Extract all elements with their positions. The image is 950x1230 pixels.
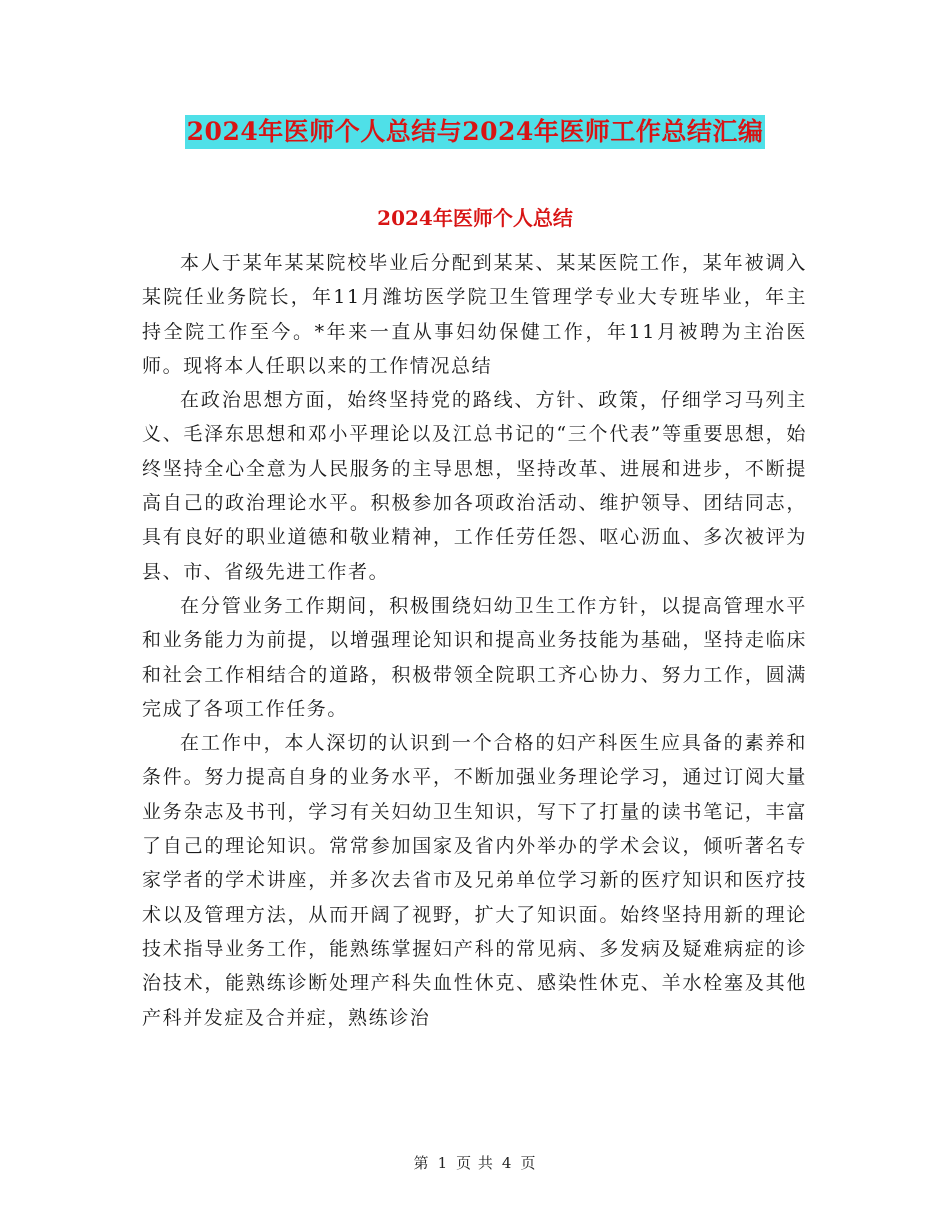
- paragraph: 在分管业务工作期间，积极围绕妇幼卫生工作方针，以提高管理水平和业务能力为前提，以增强理论知识和提高业务技能为基础，坚持走临床和社会工作相结合的道路，积极带领全院职工齐心协力、努力工作，圆满完成了各项工作任务。: [142, 594, 807, 720]
- document-title: [0, 112, 950, 149]
- page-number: 1: [437, 1154, 449, 1172]
- footer-prefix: 第: [413, 1154, 430, 1172]
- document-title-text: 2024年医师个人总结与2024年医师工作总结汇编: [185, 115, 766, 149]
- paragraph: 本人于某年某某院校毕业后分配到某某、某某医院工作，某年被调入某院任业务院长，年11月潍坊医学院卫生管理学专业大专班毕业，年主持全院工作至今。*年来一直从事妇幼保健工作，年11月被聘为主治医师。现将本人任职以来的工作情况总结: [142, 252, 807, 377]
- paragraph: 在工作中，本人深切的认识到一个合格的妇产科医生应具备的素养和条件。努力提高自身的业务水平，不断加强业务理论学习，通过订阅大量业务杂志及书刊，学习有关妇幼卫生知识，写下了打量的读书笔记，丰富了自己的理论知识。常常参加国家及省内外举办的学术会议，倾听著名专家学者的学术讲座，并多次去省市及兄弟单位学习新的医疗知识和医疗技术以及管理方法，从而开阔了视野，扩大了知识面。始终坚持用新的理论技术指导业务工作，能熟练掌握妇产科的常见病、多发病及疑难病症的诊治技术，能熟练诊断处理产科失血性休克、感染性休克、羊水栓塞及其他产科并发症及合并症，熟练诊治: [142, 732, 807, 1029]
- paragraph: 在政治思想方面，始终坚持党的路线、方针、政策，仔细学习马列主义、毛泽东思想和邓小平理论以及江总书记的“三个代表”等重要思想，始终坚持全心全意为人民服务的主导思想，坚持改革、进展和进步，不断提高自己的政治理论水平。积极参加各项政治活动、维护领导、团结同志，具有良好的职业道德和敬业精神，工作任劳任怨、呕心沥血、多次被评为县、市、省级先进工作者。: [142, 389, 807, 583]
- footer-suffix: 页: [520, 1154, 537, 1172]
- section-title: 2024年医师个人总结: [377, 206, 573, 230]
- document-body: [142, 246, 807, 1035]
- total-pages: 4: [501, 1154, 513, 1172]
- page-footer: [0, 1152, 950, 1173]
- footer-mid: 页 共: [456, 1154, 494, 1172]
